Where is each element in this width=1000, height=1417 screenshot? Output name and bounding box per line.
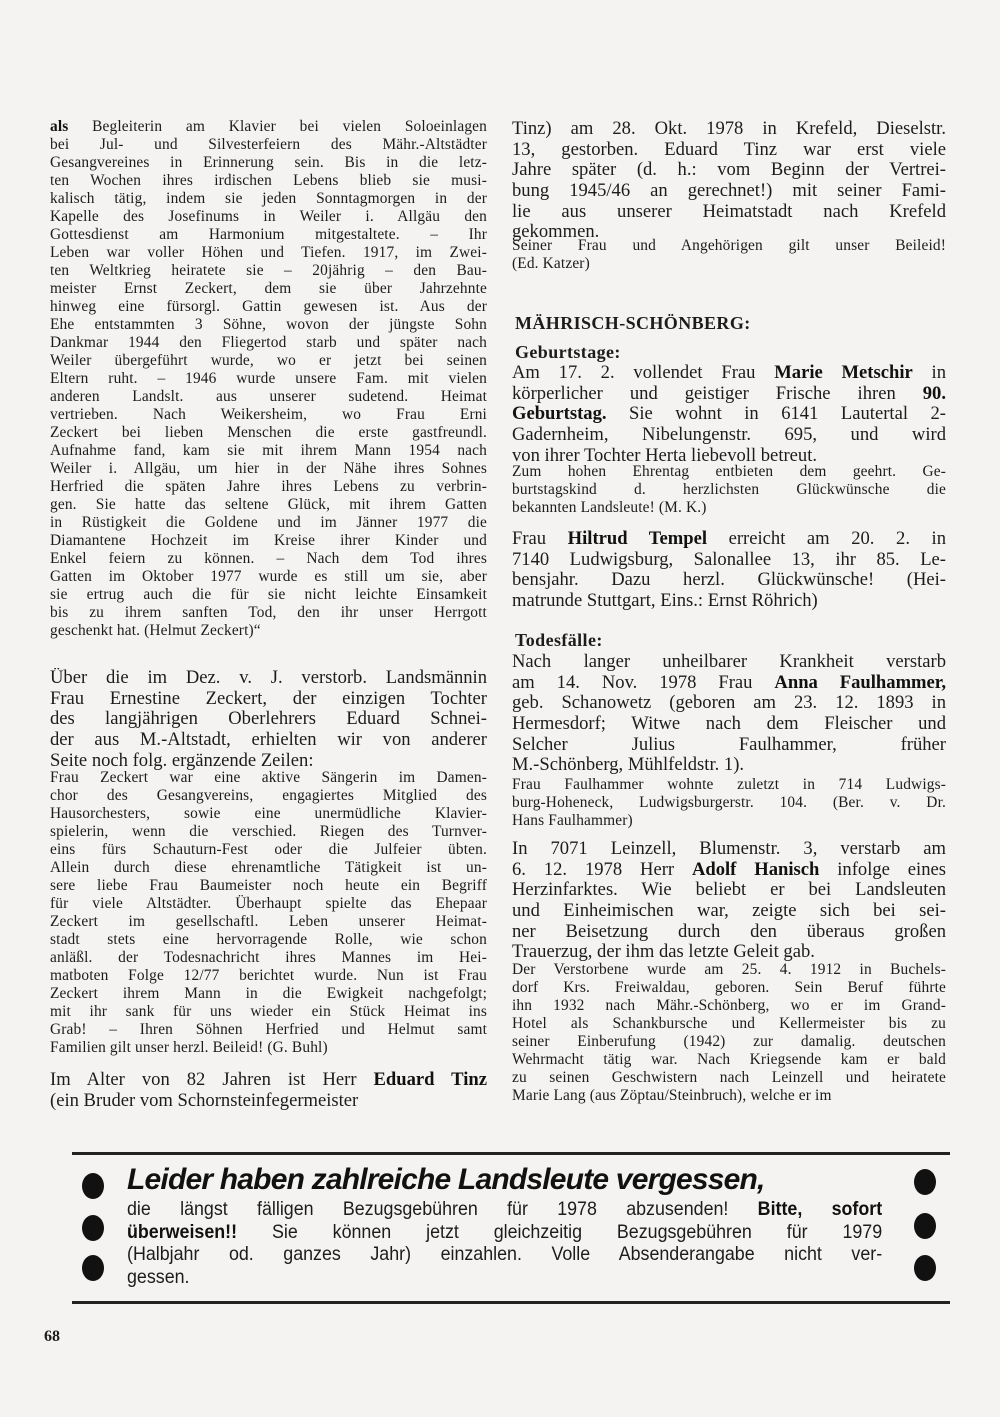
text-line: Hotel als Schankbursche und Kellermeister bis zu: [512, 1015, 946, 1032]
birthday-metschir-wishes: [512, 463, 946, 517]
birthday-metschir: [512, 363, 946, 466]
text-line: Selcher Julius Faulhammer, früher: [512, 734, 946, 755]
text-line: bekannten Landsleute! (M. K.): [512, 499, 707, 516]
text-line: Zeckert im gesellschaftl. Leben unserer Heimat-: [50, 913, 487, 930]
text-line: Weiler i. Allgäu, um hier in der Nähe ihres Sohnes: [50, 460, 487, 477]
text-line: von ihrer Tochter Herta liebevoll betreut.: [512, 445, 818, 466]
text-line: ner Beisetzung durch den überaus großen: [512, 921, 946, 942]
text-line: Gadernheim, Nibelungenstr. 695, und wird: [512, 425, 946, 446]
article-tinz-continued: [512, 119, 946, 243]
text-line: Gatten im Oktober 1977 wurde es still um sie, aber: [50, 568, 487, 585]
article-zeckert-obituary: [50, 118, 487, 640]
article-zeckert-intro: [50, 668, 487, 771]
death-faulhammer: [512, 652, 946, 776]
text-line: 13, gestorben. Eduard Tinz war erst viele: [512, 139, 946, 160]
text-line: kalisch tätig, indem sie jeden Sonntagmorgen in der: [50, 190, 487, 207]
bold-name: Anna Faulhammer,: [774, 672, 946, 693]
text-line: Der Verstorbene wurde am 25. 4. 1912 in Buchels-: [512, 961, 946, 978]
text-line: der aus M.-Altstadt, erhielten wir von anderer: [50, 730, 487, 751]
text-line: Hausorchesters, sowie eine unermüdliche Klavier-: [50, 805, 487, 822]
text-line: M.-Schönberg, Mühlfeldstr. 1).: [512, 755, 745, 776]
text-line: gen. Sie hatte das seltene Glück, mit ihrem Gatten: [50, 496, 487, 513]
text-line: in Rüstigkeit die Goldene und im Jänner 1977 die: [50, 514, 487, 531]
text-line: Wehrmacht tätig war. Nach Kriegsende kam er bald: [512, 1051, 946, 1068]
text-line: Nach langer unheilbarer Krankheit verstarb: [512, 652, 946, 672]
text-line: sere liebe Frau Baumeister noch heute ein Begriff: [50, 877, 487, 894]
section-heading-birthdays: Geburtstage:: [515, 342, 621, 362]
text-line: mit ihr sank für uns wieder ein Stück Heimat ins: [50, 1003, 487, 1020]
bullet-icon: [914, 1255, 936, 1281]
text-line: Hermesdorf; Witwe nach dem Fleischer und: [512, 714, 946, 735]
text-line: Gottesdienst am Harmonium mitgestaltete. – Ihr: [50, 226, 487, 243]
text-line: ten Weltkrieg heiratete sie – 20jährig – den Bau-: [50, 262, 487, 279]
text-line: 6. 12. 1978 Herr Adolf Hanisch infolge eines: [512, 859, 946, 880]
text-line: ten Wochen ihres irdischen Lebens blieb sie musi-: [50, 172, 487, 189]
bold-name: Geburtstag.: [512, 404, 607, 425]
text-line: (Halbjahr od. ganzes Jahr) einzahlen. Volle Absenderangabe nicht ver-: [127, 1244, 883, 1265]
text-line: Herfried die späten Jahre ihres Lebens zu verbrin-: [50, 478, 487, 495]
text-line: für viele Altstädter. Überhaupt spielte das Ehepaar: [50, 895, 487, 912]
text-line: Herzinfarktes. Wie beliebt er bei Landsleuten: [512, 880, 946, 901]
text-line: stadt stets eine hervorragende Rolle, wie schon: [50, 931, 487, 948]
text-line: Ehe entstammten 3 Söhne, wovon der jüngste Sohn: [50, 316, 487, 333]
text-line: Frau Ernestine Zeckert, der einzigen Tochter: [50, 688, 487, 709]
text-line: am 14. Nov. 1978 Frau Anna Faulhammer,: [512, 672, 946, 693]
text-line: matrunde Stuttgart, Eins.: Ernst Röhrich): [512, 591, 818, 612]
text-line: Zeckert ihrem Mann in die Ewigkeit nachgefolgt;: [50, 985, 487, 1002]
text-line: anläßl. der Todesnachricht ihres Mannes im Hei-: [50, 949, 487, 966]
text-line: Am 17. 2. vollendet Frau Marie Metschir in: [512, 363, 946, 383]
text-line: seiner Einberufung (1942) zur damalig. deutschen: [512, 1033, 946, 1050]
text-line: (Ed. Katzer): [512, 255, 590, 272]
text-line: Tinz) am 28. Okt. 1978 in Krefeld, Dieselstr.: [512, 119, 946, 139]
text-line: überweisen!! Sie können jetzt gleichzeitig Bezugsgebühren für 1979: [127, 1221, 883, 1243]
text-line: sie ertrug auch die für sie nicht leichte Einsamkeit: [50, 586, 487, 603]
text-line: bis zu ihrem sanften Tod, den ihr unser Herrgott: [50, 604, 487, 621]
text-line: Enkel feiern zu können. – Nach dem Tod ihres: [50, 550, 487, 567]
text-line: bung 1945/46 an gerechnet!) mit seiner Fami-: [512, 181, 946, 202]
text-line: gekommen.: [512, 222, 600, 243]
text-line: lie aus unserer Heimatstadt nach Krefeld: [512, 201, 946, 222]
text-line: zu seinen Geschwistern nach Leinzell und heiratete: [512, 1069, 946, 1086]
text-line: Hans Faulhammer): [512, 812, 633, 829]
text-line: Grab! – Ihren Söhnen Herfried und Helmut samt: [50, 1021, 487, 1038]
bullet-icon: [82, 1173, 104, 1199]
death-hanisch: [512, 839, 946, 963]
text-line: Weiler übergeführt wurde, wo er jetzt bei seinen: [50, 352, 487, 369]
text-line: Zum hohen Ehrentag entbieten dem geehrt. Ge-: [512, 463, 946, 480]
text-line: Frau Zeckert war eine aktive Sängerin im Damen-: [50, 769, 487, 786]
text-line: Frau Hiltrud Tempel erreicht am 20. 2. in: [512, 529, 946, 549]
bold-name: Marie Metschir: [774, 363, 913, 383]
text-line: (ein Bruder vom Schornsteinfegermeister: [50, 1090, 359, 1111]
article-tinz-condolence: [512, 237, 946, 273]
text-line: Aufnahme fand, kam sie mit ihrem Mann 1954 nach: [50, 442, 487, 459]
bold-name: Eduard Tinz: [373, 1070, 487, 1090]
text-line: Familien gilt unser herzl. Beileid! (G. Buhl): [50, 1039, 328, 1056]
text-line: als Begleiterin am Klavier bei vielen Soloeinlagen: [50, 118, 487, 135]
text-line: anderen Landslt. aus unserer sudetend. Heimat: [50, 388, 487, 405]
text-line: matboten Folge 12/77 berichtet wurde. Nun ist Frau: [50, 967, 487, 984]
text-line: geb. Schanowetz (geboren am 23. 12. 1893 in: [512, 693, 946, 714]
text-line: burtstagskind d. herzlichsten Glückwünsche die: [512, 481, 946, 498]
text-line: hinweg eine fürsorgl. Gattin gewesen ist. Aus der: [50, 298, 487, 315]
text-line: Gesangvereines in Erinnerung sein. Bis in die letz-: [50, 154, 487, 171]
bold-name: als: [50, 118, 69, 135]
bullet-icon: [82, 1255, 104, 1281]
text-line: geschenkt hat. (Helmut Zeckert)“: [50, 622, 261, 639]
text-line: Seiner Frau und Angehörigen gilt unser Beileid!: [512, 237, 946, 254]
bold-name: überweisen!!: [127, 1221, 238, 1243]
bullet-icon: [82, 1215, 104, 1241]
text-line: gessen.: [127, 1266, 190, 1288]
death-faulhammer-note: [512, 776, 946, 830]
text-line: spielerin, wenn die verschied. Riegen des Turnver-: [50, 823, 487, 840]
bold-name: Bitte, sofort: [757, 1199, 883, 1220]
text-line: Allein durch diese ehrenamtliche Tätigkeit ist un-: [50, 859, 487, 876]
text-line: vertrieben. Nach Weikersheim, wo Frau Erni: [50, 406, 487, 423]
bold-name: Hiltrud Tempel: [567, 529, 708, 549]
birthday-tempel: [512, 529, 946, 612]
text-line: Dankmar 1944 den Fliegertod starb und später nach: [50, 334, 487, 351]
bullet-icon: [914, 1169, 936, 1195]
bold-name: Adolf Hanisch: [691, 859, 820, 880]
text-line: In 7071 Leinzell, Blumenstr. 3, verstarb am: [512, 839, 946, 859]
article-zeckert-supplement: [50, 769, 487, 1057]
text-line: die längst fälligen Bezugsgebühren für 1978 abzusenden! Bitte, sofort: [127, 1199, 883, 1220]
page-number: 68: [44, 1328, 60, 1345]
text-line: bei Jul- und Silvesterfeiern des Mähr.-Altstädter: [50, 136, 487, 153]
article-tinz-intro: [50, 1070, 487, 1111]
text-line: meister Ernst Zeckert, dem sie über Jahrzehnte: [50, 280, 487, 297]
text-line: Im Alter von 82 Jahren ist Herr Eduard Tinz: [50, 1070, 487, 1090]
text-line: chor des Gesangvereins, engagiertes Mitglied des: [50, 787, 487, 804]
text-line: Seite noch folg. ergänzende Zeilen:: [50, 750, 314, 771]
text-line: eins fürs Schauturn-Fest oder die Julfeier übten.: [50, 841, 487, 858]
text-line: dorf Krs. Freiwaldau, geboren. Sein Beruf führte: [512, 979, 946, 996]
text-line: Kapelle des Josefinums in Weiler i. Allgäu den: [50, 208, 487, 225]
text-line: Zeckert bei lieben Menschen die erste gastfreundl.: [50, 424, 487, 441]
notice-body: [127, 1199, 883, 1289]
text-line: Geburtstag. Sie wohnt in 6141 Lautertal 2-: [512, 404, 946, 425]
text-line: 7140 Ludwigsburg, Salonallee 13, ihr 85. Le-: [512, 549, 946, 570]
text-line: körperlicher und geistiger Frische ihren 90.: [512, 383, 946, 404]
text-line: Leben war voller Höhen und Tiefen. 1917, im Zwei-: [50, 244, 487, 261]
text-line: bensjahr. Dazu herzl. Glückwünsche! (Hei-: [512, 570, 946, 591]
text-line: des langjährigen Oberlehrers Eduard Schnei-: [50, 709, 487, 730]
death-hanisch-biography: [512, 961, 946, 1105]
bullet-icon: [914, 1213, 936, 1239]
text-line: Trauerzug, der ihm das letzte Geleit gab.: [512, 942, 815, 963]
notice-title: Leider haben zahlreiche Landsleute vergessen,: [127, 1163, 765, 1196]
section-heading-city: MÄHRISCH-SCHÖNBERG:: [515, 313, 751, 333]
text-line: Diamantene Hochzeit im Kreise ihrer Kinder und: [50, 532, 487, 549]
text-line: Eltern ruht. – 1946 wurde unsere Fam. mit vielen: [50, 370, 487, 387]
subscription-notice-box: [72, 1152, 950, 1304]
text-line: Über die im Dez. v. J. verstorb. Landsmännin: [50, 668, 487, 688]
text-line: burg-Hoheneck, Ludwigsburgerstr. 104. (Ber. v. Dr.: [512, 794, 946, 811]
text-line: Marie Lang (aus Zöptau/Steinbruch), welche er im: [512, 1087, 832, 1104]
text-line: Jahre später (d. h.: vom Beginn der Vertrei-: [512, 160, 946, 181]
text-line: ihn 1932 nach Mähr.-Schönberg, wo er im Grand-: [512, 997, 946, 1014]
bold-name: 90.: [922, 383, 946, 404]
text-line: Frau Faulhammer wohnte zuletzt in 714 Ludwigs-: [512, 776, 946, 793]
section-heading-deaths: Todesfälle:: [515, 630, 603, 650]
text-line: und Einheimischen war, zeigte sich bei sei-: [512, 901, 946, 922]
